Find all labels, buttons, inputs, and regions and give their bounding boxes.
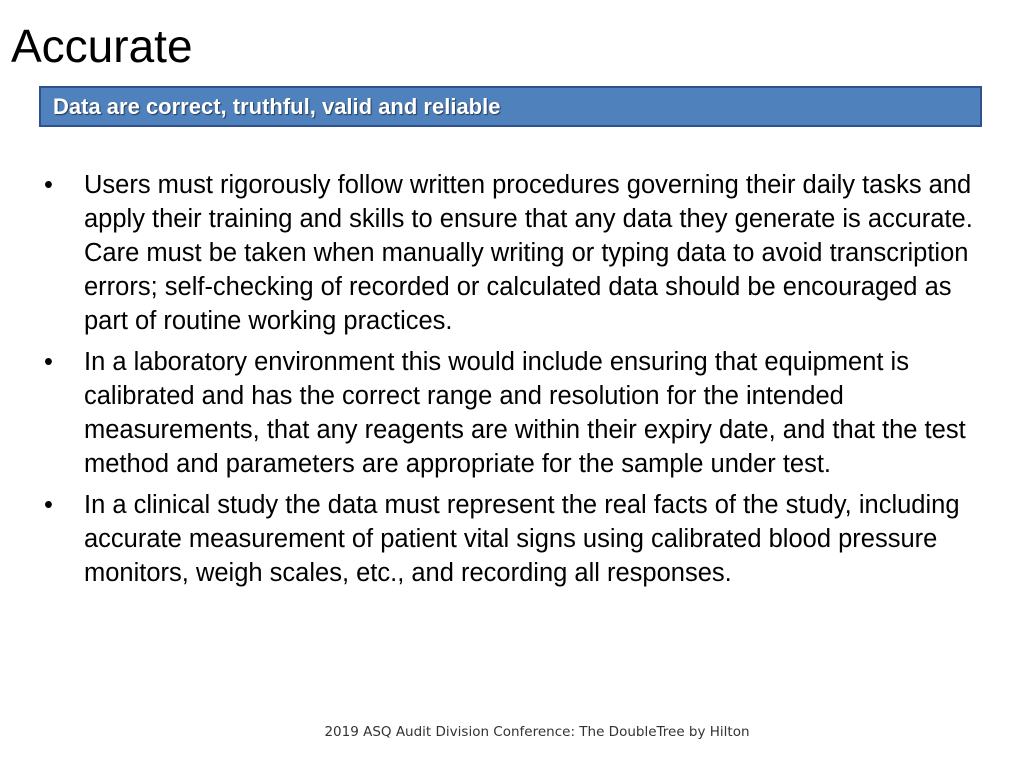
bullet-item-2	[40, 345, 990, 481]
bullet-dot-icon: •	[44, 171, 53, 199]
bullet-dot-icon: •	[44, 348, 53, 376]
bullet-text: Users must rigorously follow written procedures governing their daily tasks and apply their training and skills to ensure that any data they generate is accurate. Care must be taken when manually writing or typing data to avoid transcription errors; self-checking of recorded or calculated data should be encouraged as part of routine working practices.	[84, 171, 973, 335]
subtitle-text: Data are correct, truthful, valid and reliable	[53, 94, 501, 119]
bullet-item-1	[40, 168, 990, 338]
slide-footer: 2019 ASQ Audit Division Conference: The DoubleTree by Hilton	[324, 724, 750, 740]
bullet-list	[40, 168, 990, 597]
subtitle-banner	[39, 86, 982, 127]
slide-title: Accurate	[11, 20, 193, 72]
bullet-item-3	[40, 488, 990, 590]
bullet-text: In a laboratory environment this would include ensuring that equipment is calibrated and has the correct range and resolution for the intended measurements, that any reagents are within their expiry date, and that the test method and parameters are appropriate for the sample under test.	[84, 348, 966, 478]
bullet-text: In a clinical study the data must represent the real facts of the study, including accurate measurement of patient vital signs using calibrated blood pressure monitors, weigh scales, etc., and recording all responses.	[84, 491, 960, 587]
bullet-dot-icon: •	[44, 491, 53, 519]
